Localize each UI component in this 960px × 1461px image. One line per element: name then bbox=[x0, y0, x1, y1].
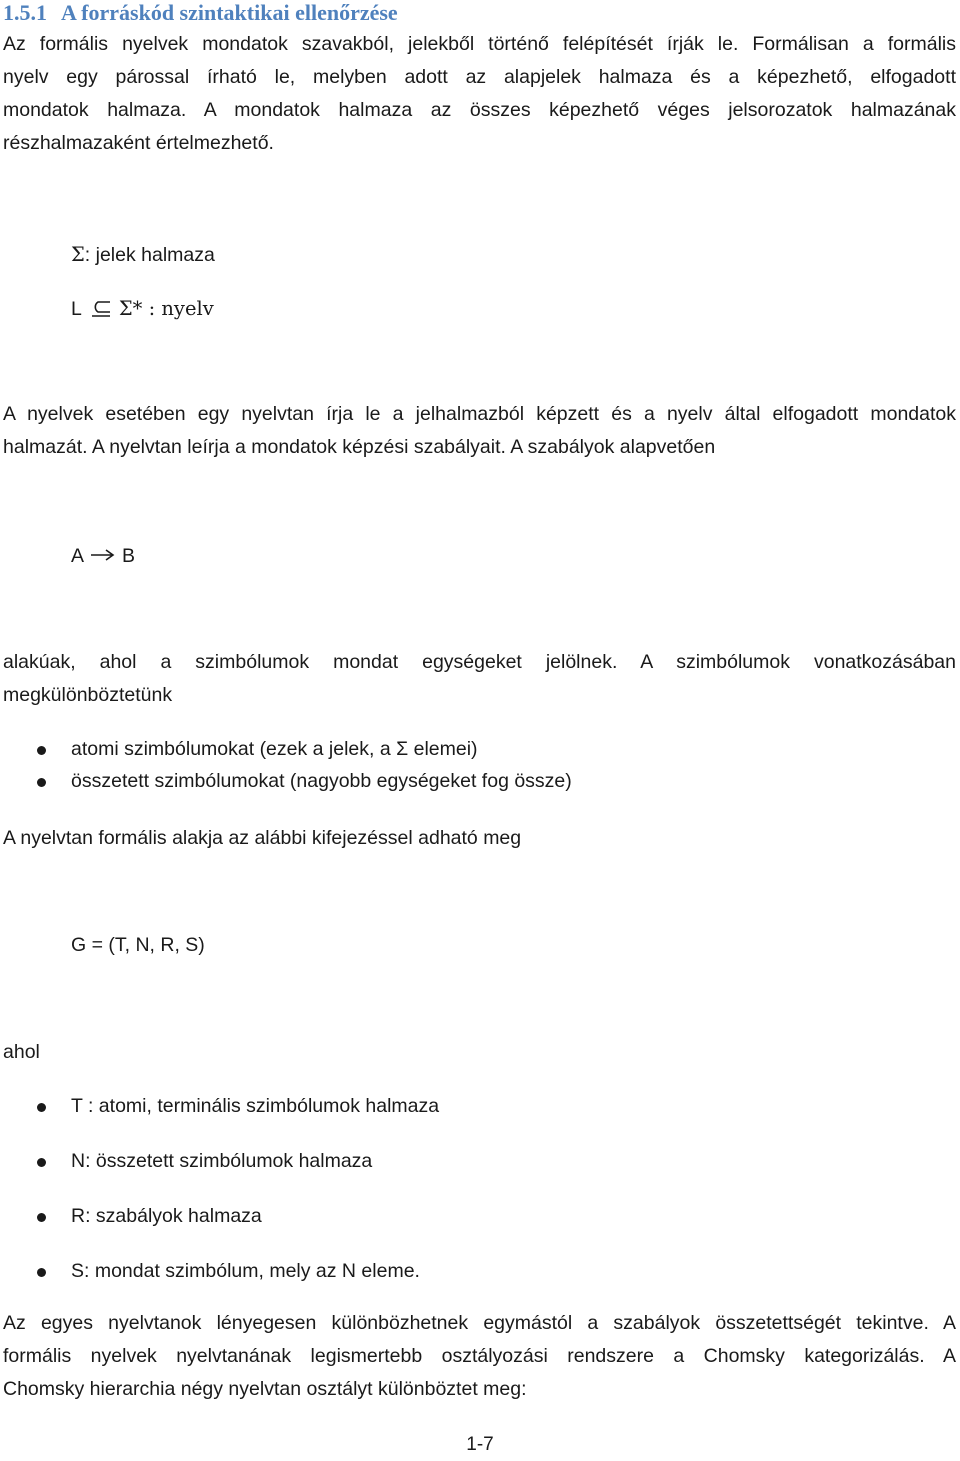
right-arrow-icon bbox=[90, 548, 116, 562]
symbol-kinds-list bbox=[0, 733, 572, 797]
section-number: 1.5.1 bbox=[3, 0, 47, 25]
list-item bbox=[0, 1145, 439, 1200]
grammar-formula bbox=[71, 929, 205, 962]
list-item-text: T : atomi, terminális szimbólumok halmaza bbox=[71, 1095, 440, 1117]
closing-line: formális nyelvek nyelvtanának legismertebb osztályozási rendszere a Chomsky kategorizálás. A bbox=[3, 1345, 956, 1367]
closing-line: Az egyes nyelvtanok lényegesen különbözhetnek egymástól a szabályok összetettségét tekintve. A bbox=[3, 1312, 956, 1334]
language-symbol: L bbox=[71, 298, 82, 320]
intro-line: nyelv egy párossal írható le, melyben adott az alapjelek halmaza és a képezhető, elfogadott bbox=[3, 66, 956, 88]
rule-right-symbol: B bbox=[122, 545, 136, 567]
bullet-icon bbox=[37, 1213, 46, 1222]
intro-paragraph bbox=[3, 28, 956, 160]
rule-text-line: megkülönböztetünk bbox=[3, 684, 173, 706]
sigma-symbol: Σ bbox=[71, 243, 85, 266]
section-heading bbox=[3, 0, 398, 29]
list-item bbox=[0, 765, 572, 797]
bullet-icon bbox=[37, 1158, 46, 1167]
grammar-components-list bbox=[0, 1090, 439, 1310]
list-item-text: R: szabályok halmaza bbox=[71, 1205, 262, 1227]
bullet-icon bbox=[37, 746, 46, 755]
list-item bbox=[0, 1090, 439, 1145]
subset-icon bbox=[88, 300, 114, 318]
grammar-intro-line: halmazát. A nyelvtan leírja a mondatok képzési szabályait. A szabályok alapvetően bbox=[3, 436, 716, 458]
grammar-intro-paragraph bbox=[3, 398, 956, 464]
list-item-text: N: összetett szimbólumok halmaza bbox=[71, 1150, 373, 1172]
sigma-definition-text: : jelek halmaza bbox=[84, 244, 215, 266]
closing-line: Chomsky hierarchia négy nyelvtan osztályt különböztet meg: bbox=[3, 1378, 527, 1400]
rule-formula bbox=[71, 540, 135, 573]
where-paragraph bbox=[3, 1036, 956, 1069]
list-item-text: atomi szimbólumokat (ezek a jelek, a Σ elemei) bbox=[71, 738, 478, 760]
where-text: ahol bbox=[3, 1041, 40, 1063]
page-number: 1-7 bbox=[466, 1434, 494, 1455]
form-intro-line: A nyelvtan formális alakja az alábbi kifejezéssel adható meg bbox=[3, 827, 522, 849]
list-item-text: összetett szimbólumokat (nagyobb egységeket fog össze) bbox=[71, 770, 572, 792]
bullet-icon bbox=[37, 1103, 46, 1112]
intro-line: mondatok halmaza. A mondatok halmaza az összes képezhető véges jelsorozatok halmazának bbox=[3, 99, 956, 121]
list-item bbox=[0, 1255, 439, 1310]
language-definition bbox=[71, 292, 214, 326]
sigma-definition bbox=[71, 238, 215, 272]
intro-line: részhalmazaként értelmezhető. bbox=[3, 132, 274, 154]
form-intro-paragraph bbox=[3, 822, 956, 855]
language-definition-rhs: Σ* : nyelv bbox=[118, 297, 214, 320]
section-title: A forráskód szintaktikai ellenőrzése bbox=[61, 0, 398, 25]
rule-left-symbol: A bbox=[71, 545, 85, 567]
closing-paragraph bbox=[3, 1307, 956, 1406]
grammar-formula-text: G = (T, N, R, S) bbox=[71, 934, 205, 956]
list-item-text: S: mondat szimbólum, mely az N eleme. bbox=[71, 1260, 420, 1282]
intro-line: Az formális nyelvek mondatok szavakból, jelekből történő felépítését írják le. Formálisan a formális bbox=[3, 33, 956, 55]
rule-text-paragraph bbox=[3, 646, 956, 712]
list-item bbox=[0, 733, 572, 765]
bullet-icon bbox=[37, 1268, 46, 1277]
bullet-icon bbox=[37, 778, 46, 787]
list-item bbox=[0, 1200, 439, 1255]
rule-text-line: alakúak, ahol a szimbólumok mondat egységeket jelölnek. A szimbólumok vonatkozásában bbox=[3, 651, 956, 673]
grammar-intro-line: A nyelvek esetében egy nyelvtan írja le a jelhalmazból képzett és a nyelv által elfogadott mondatok bbox=[3, 403, 956, 425]
